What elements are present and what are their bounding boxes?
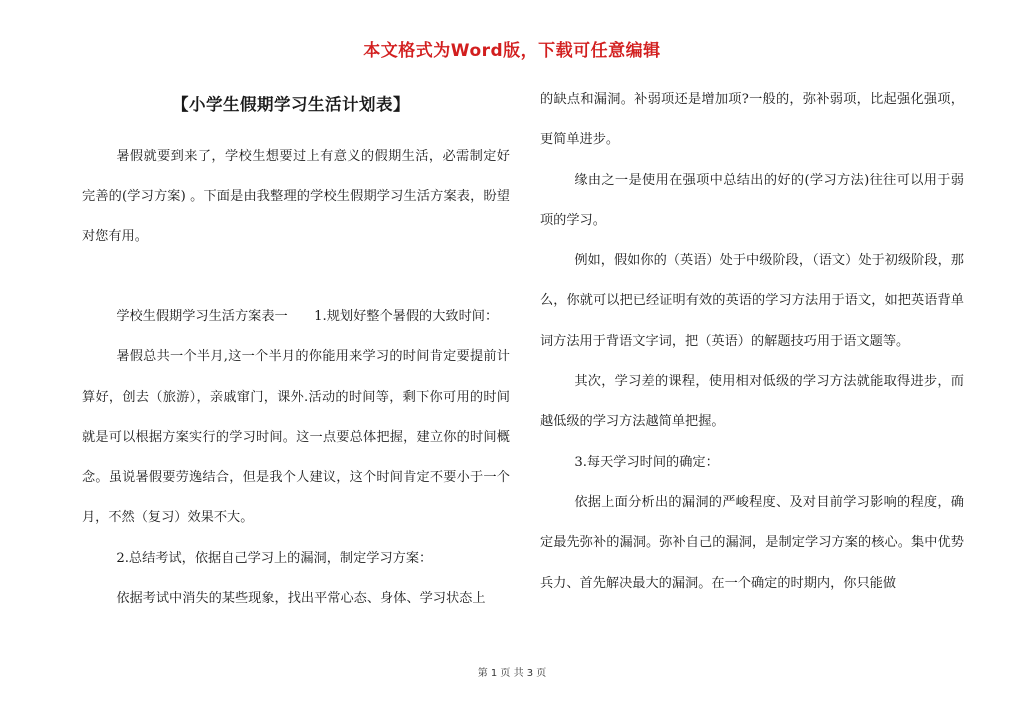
reason-paragraph: 缘由之一是使用在强项中总结出的好的(学习方法)往往可以用于弱项的学习。: [540, 172, 964, 228]
example-paragraph: 例如，假如你的（英语）处于中级阶段，（语文）处于初级阶段，那么，你就可以把已经证明有效的英语的学习方法用于语文，如把英语背单词方法用于背语文字词，把（英语）的解题技巧用于语文题等。: [540, 253, 964, 349]
section-3-heading: 3.每天学习时间的确定：: [574, 454, 719, 470]
time-paragraph: 暑假总共一个半月,这一个半月的你能用来学习的时间肯定要提前计算好，创去（旅游），亲戚窜门，课外.活动的时间等，剩下你可用的时间就是可以根据方案实行的学习时间。这一点要总体把握，建立你的时间概念。虽说暑假要劳逸结合，但是我个人建议，这个时间肯定不要小于一个月，不然（复习）效果不大。: [82, 349, 510, 526]
plan-heading-paragraph: 学校生假期学习生活方案表一 1.规划好整个暑假的大致时间：: [116, 309, 499, 324]
section-2-heading: 2.总结考试，依据自己学习上的漏洞，制定学习方案：: [116, 550, 433, 566]
left-column: [82, 88, 510, 619]
continuation-paragraph: 的缺点和漏洞。补弱项还是增加项?一般的，弥补弱项，比起强化强项，更简单进步。: [540, 92, 964, 148]
intro-paragraph: 暑假就要到来了，学校生想要过上有意义的假期生活，必需制定好完善的(学习方案) 。下面是由我整理的学校生假期学习生活方案表，盼望对您有用。: [82, 149, 510, 244]
paragraph-gap: [82, 257, 510, 297]
exam-paragraph: 依据考试中消失的某些现象，找出平常心态、身体、学习状态上: [116, 591, 486, 607]
analysis-paragraph: 依据上面分析出的漏洞的严峻程度、及对目前学习影响的程度，确定最先弥补的漏洞。弥补自己的漏洞，是制定学习方案的核心。集中优势兵力、首先解决最大的漏洞。在一个确定的时期内，你只能做: [540, 494, 964, 591]
right-column: [540, 80, 964, 604]
second-paragraph: 其次，学习差的课程，使用相对低级的学习方法就能取得进步，而越低级的学习方法越简单把握。: [540, 374, 964, 430]
page-number: 第 1 页 共 3 页: [477, 668, 547, 679]
download-banner: 本文格式为Word版，下载可任意编辑: [363, 41, 661, 61]
document-title: 【小学生假期学习生活计划表】: [172, 95, 410, 114]
